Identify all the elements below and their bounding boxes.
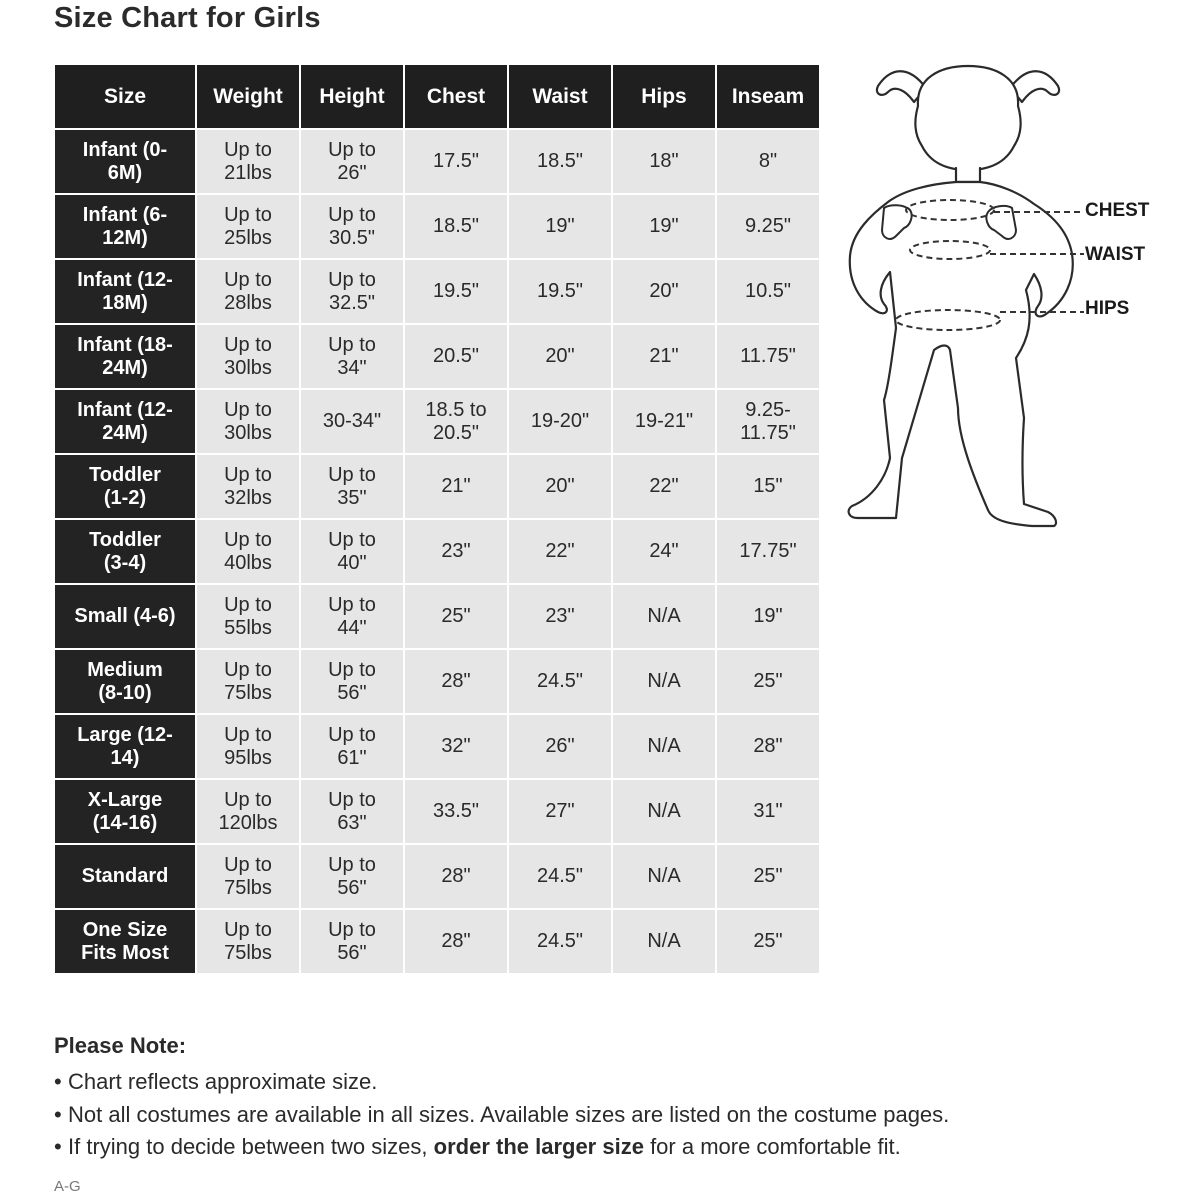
hips-cell [613, 195, 715, 258]
cell-text-line: 95lbs [224, 746, 272, 769]
cell-text-line: Up to [224, 398, 272, 421]
waist-cell [509, 195, 611, 258]
bullet-icon: • [54, 1069, 62, 1094]
note-text: Chart reflects approximate size. [68, 1069, 378, 1094]
cell-text-line: 28lbs [224, 291, 272, 314]
cell-text-line: 19-21" [634, 410, 694, 432]
chest-cell [405, 715, 507, 778]
cell-text-line: 19" [753, 605, 783, 627]
inseam-cell [717, 715, 819, 778]
cell-text-line: Up to [224, 788, 272, 811]
size-label-line: 24M) [102, 356, 148, 379]
size-label-line: 14) [110, 746, 140, 769]
cell-text-line: 20.5" [432, 345, 480, 367]
cell-text-line: 55lbs [224, 616, 272, 639]
cell-text-line: 56" [337, 876, 367, 899]
size-label-line: Medium [87, 658, 163, 681]
size-label-line: Infant (0- [82, 138, 168, 161]
cell-text-line: Up to [328, 333, 376, 356]
note-text: If trying to decide between two sizes, [68, 1134, 434, 1159]
column-header-hips: Hips [613, 65, 715, 128]
chest-cell [405, 520, 507, 583]
cell-text-line: Up to [224, 463, 272, 486]
chest-cell [405, 325, 507, 388]
inseam-cell [717, 650, 819, 713]
cell-text-line: 22" [545, 540, 575, 562]
cell-text-line: 34" [337, 356, 367, 379]
waist-cell [509, 130, 611, 193]
hips-cell [613, 910, 715, 973]
waist-cell [509, 780, 611, 843]
inseam-cell [717, 390, 819, 453]
height-cell [301, 520, 403, 583]
column-header-chest: Chest [405, 65, 507, 128]
cell-text-line: 35" [337, 486, 367, 509]
cell-text-line: 24.5" [536, 930, 584, 952]
waist-cell [509, 455, 611, 518]
size-label-line: 18M) [102, 291, 148, 314]
cell-text-line: 11.75" [740, 421, 796, 444]
weight-cell [197, 455, 299, 518]
table-row [55, 260, 819, 323]
cell-text-line: Up to [224, 528, 272, 551]
weight-cell [197, 325, 299, 388]
hips-cell [613, 325, 715, 388]
height-cell [301, 585, 403, 648]
cell-text-line: 23" [441, 540, 471, 562]
size-cell [55, 715, 195, 778]
cell-text-line: Up to [328, 723, 376, 746]
cell-text-line: 26" [337, 161, 367, 184]
size-label-line: Large (12- [77, 723, 173, 746]
height-cell [301, 390, 403, 453]
cell-text-line: 24.5" [536, 865, 584, 887]
cell-text-line: 44" [337, 616, 367, 639]
cell-text-line: Up to [224, 918, 272, 941]
cell-text-line: Up to [224, 593, 272, 616]
height-cell [301, 260, 403, 323]
cell-text-line: 25lbs [224, 226, 272, 249]
size-label-line: Infant (6- [82, 203, 168, 226]
height-cell [301, 780, 403, 843]
cell-text-line: Up to [224, 853, 272, 876]
cell-text-line: Up to [328, 918, 376, 941]
cell-text-line: 30lbs [224, 356, 272, 379]
column-header-inseam: Inseam [717, 65, 819, 128]
cell-text-line: 28" [441, 865, 471, 887]
cell-text-line: Up to [328, 203, 376, 226]
cell-text-line: 25" [441, 605, 471, 627]
size-cell [55, 260, 195, 323]
chest-cell [405, 455, 507, 518]
note-item [54, 1099, 1154, 1132]
table-row [55, 650, 819, 713]
size-cell [55, 910, 195, 973]
table-row [55, 130, 819, 193]
height-cell [301, 455, 403, 518]
table-row [55, 780, 819, 843]
size-label-line: One Size [82, 918, 168, 941]
size-label-line: 24M) [102, 421, 148, 444]
cell-text-line: Up to [328, 593, 376, 616]
chest-cell [405, 650, 507, 713]
waist-cell [509, 390, 611, 453]
weight-cell [197, 910, 299, 973]
waist-cell [509, 260, 611, 323]
column-header-waist: Waist [509, 65, 611, 128]
inseam-cell [717, 845, 819, 908]
weight-cell [197, 845, 299, 908]
table-row [55, 455, 819, 518]
table-row [55, 325, 819, 388]
bullet-icon: • [54, 1101, 62, 1127]
size-label-line: Infant (12- [77, 268, 173, 291]
weight-cell [197, 715, 299, 778]
cell-text-line: 40" [337, 551, 367, 574]
inseam-cell [717, 455, 819, 518]
inseam-cell [717, 325, 819, 388]
cell-text-line: 75lbs [224, 681, 272, 704]
size-label-line: Toddler [89, 528, 161, 551]
table-row [55, 195, 819, 258]
cell-text-line: 20" [545, 475, 575, 497]
cell-text-line: Up to [328, 853, 376, 876]
size-cell [55, 130, 195, 193]
size-label-line: X-Large [87, 788, 163, 811]
chest-cell [405, 260, 507, 323]
cell-text-line: 17.5" [432, 150, 480, 172]
height-cell [301, 325, 403, 388]
height-cell [301, 195, 403, 258]
cell-text-line: 23" [545, 605, 575, 627]
size-label-line: Infant (12- [77, 398, 173, 421]
cell-text-line: 17.75" [739, 540, 797, 562]
size-chart-table [53, 63, 821, 975]
cell-text-line: 28" [753, 735, 783, 757]
cell-text-line: 33.5" [432, 800, 480, 822]
cell-text-line: 75lbs [224, 876, 272, 899]
cell-text-line: 19.5" [536, 280, 584, 302]
cell-text-line: 15" [753, 475, 783, 497]
cell-text-line: 24.5" [536, 670, 584, 692]
cell-text-line: 26" [545, 735, 575, 757]
size-label-line: Small (4-6) [74, 605, 176, 627]
note-item [54, 1131, 1154, 1164]
weight-cell [197, 390, 299, 453]
cell-text-line: 18.5" [432, 215, 480, 237]
page-title: Size Chart for Girls [54, 2, 321, 34]
column-header-weight: Weight [197, 65, 299, 128]
size-label-line: Infant (18- [77, 333, 173, 356]
waist-label: WAIST [1085, 244, 1146, 265]
cell-text-line: 30-34" [322, 410, 382, 432]
inseam-cell [717, 585, 819, 648]
note-text: for a more comfortable fit. [643, 1134, 901, 1159]
cell-text-line: 75lbs [224, 941, 272, 964]
cell-text-line: 18.5 to [425, 398, 487, 421]
footer-code: A-G [54, 1178, 81, 1195]
cell-text-line: 28" [441, 670, 471, 692]
size-label-line: (3-4) [103, 551, 147, 574]
cell-text-line: 27" [545, 800, 575, 822]
cell-text-line: Up to [328, 463, 376, 486]
waist-cell [509, 845, 611, 908]
chest-cell [405, 585, 507, 648]
cell-text-line: 25" [753, 670, 783, 692]
hips-cell [613, 650, 715, 713]
size-cell [55, 845, 195, 908]
size-cell [55, 325, 195, 388]
hips-cell [613, 715, 715, 778]
notes-section [54, 1032, 1154, 1164]
cell-text-line: Up to [328, 788, 376, 811]
inseam-cell [717, 260, 819, 323]
hips-cell [613, 845, 715, 908]
table-row [55, 910, 819, 973]
inseam-cell [717, 780, 819, 843]
cell-text-line: 21" [441, 475, 471, 497]
size-label-line: 6M) [107, 161, 143, 184]
cell-text-line: 56" [337, 941, 367, 964]
cell-text-line: N/A [647, 800, 681, 822]
waist-cell [509, 585, 611, 648]
cell-text-line: 22" [649, 475, 679, 497]
cell-text-line: 28" [441, 930, 471, 952]
cell-text-line: 9.25" [744, 215, 792, 237]
cell-text-line: 120lbs [218, 811, 278, 834]
chest-cell [405, 390, 507, 453]
chest-cell [405, 910, 507, 973]
cell-text-line: 32" [441, 735, 471, 757]
weight-cell [197, 585, 299, 648]
table-row [55, 845, 819, 908]
hips-label: HIPS [1085, 298, 1130, 319]
cell-text-line: Up to [328, 528, 376, 551]
notes-list [54, 1066, 1154, 1164]
table-header-row [55, 65, 819, 128]
note-text: Not all costumes are available in all sizes. Available sizes are listed on the costume pages. [68, 1101, 950, 1127]
hips-cell [613, 260, 715, 323]
cell-text-line: 31" [753, 800, 783, 822]
cell-text-line: Up to [224, 723, 272, 746]
cell-text-line: 25" [753, 865, 783, 887]
cell-text-line: Up to [328, 268, 376, 291]
cell-text-line: 24" [649, 540, 679, 562]
weight-cell [197, 780, 299, 843]
cell-text-line: 9.25- [745, 398, 791, 421]
cell-text-line: 10.5" [744, 280, 792, 302]
weight-cell [197, 520, 299, 583]
cell-text-line: N/A [647, 735, 681, 757]
size-cell [55, 780, 195, 843]
cell-text-line: 18" [649, 150, 679, 172]
weight-cell [197, 650, 299, 713]
cell-text-line: 8" [758, 150, 778, 172]
size-label-line: (8-10) [98, 681, 152, 704]
hips-cell [613, 455, 715, 518]
inseam-cell [717, 130, 819, 193]
hips-cell [613, 780, 715, 843]
size-cell [55, 650, 195, 713]
weight-cell [197, 260, 299, 323]
cell-text-line: 40lbs [224, 551, 272, 574]
size-cell [55, 520, 195, 583]
height-cell [301, 910, 403, 973]
cell-text-line: N/A [647, 670, 681, 692]
weight-cell [197, 130, 299, 193]
cell-text-line: N/A [647, 605, 681, 627]
size-cell [55, 455, 195, 518]
column-header-size: Size [55, 65, 195, 128]
size-label-line: (1-2) [103, 486, 147, 509]
cell-text-line: 20" [649, 280, 679, 302]
inseam-cell [717, 195, 819, 258]
size-label-line: Toddler [89, 463, 161, 486]
size-cell [55, 390, 195, 453]
hips-cell [613, 520, 715, 583]
cell-text-line: 30lbs [224, 421, 272, 444]
cell-text-line: 19-20" [530, 410, 590, 432]
cell-text-line: 20" [545, 345, 575, 367]
chest-cell [405, 845, 507, 908]
notes-heading: Please Note: [54, 1033, 187, 1058]
height-cell [301, 650, 403, 713]
cell-text-line: 61" [337, 746, 367, 769]
chest-label: CHEST [1085, 200, 1150, 221]
size-cell [55, 195, 195, 258]
cell-text-line: 19" [649, 215, 679, 237]
cell-text-line: Up to [328, 138, 376, 161]
cell-text-line: Up to [224, 333, 272, 356]
cell-text-line: Up to [224, 268, 272, 291]
hips-cell [613, 390, 715, 453]
table-row [55, 520, 819, 583]
hips-cell [613, 130, 715, 193]
cell-text-line: 19.5" [432, 280, 480, 302]
waist-cell [509, 325, 611, 388]
cell-text-line: 20.5" [432, 421, 480, 444]
size-label-line: (14-16) [92, 811, 158, 834]
cell-text-line: N/A [647, 865, 681, 887]
cell-text-line: 32.5" [328, 291, 376, 314]
waist-cell [509, 650, 611, 713]
size-label-line: Standard [81, 865, 169, 887]
cell-text-line: 21" [649, 345, 679, 367]
cell-text-line: 11.75" [740, 345, 796, 367]
chest-cell [405, 780, 507, 843]
cell-text-line: 32lbs [224, 486, 272, 509]
measurement-figure [838, 58, 1158, 548]
size-cell [55, 585, 195, 648]
column-header-height: Height [301, 65, 403, 128]
cell-text-line: 19" [545, 215, 575, 237]
cell-text-line: Up to [224, 203, 272, 226]
waist-cell [509, 715, 611, 778]
height-cell [301, 130, 403, 193]
chest-cell [405, 195, 507, 258]
cell-text-line: Up to [224, 138, 272, 161]
table-row [55, 585, 819, 648]
bullet-icon: • [54, 1134, 62, 1159]
cell-text-line: 18.5" [536, 150, 584, 172]
size-label-line: 12M) [102, 226, 148, 249]
table-body [55, 130, 819, 973]
cell-text-line: 30.5" [328, 226, 376, 249]
cell-text-line: Up to [328, 658, 376, 681]
waist-cell [509, 910, 611, 973]
table-row [55, 715, 819, 778]
cell-text-line: 56" [337, 681, 367, 704]
chest-cell [405, 130, 507, 193]
height-cell [301, 845, 403, 908]
inseam-cell [717, 520, 819, 583]
height-cell [301, 715, 403, 778]
note-emphasis: order the larger size [433, 1134, 644, 1159]
cell-text-line: 25" [753, 930, 783, 952]
size-label-line: Fits Most [81, 941, 169, 964]
hips-cell [613, 585, 715, 648]
cell-text-line: N/A [647, 930, 681, 952]
cell-text-line: 21lbs [224, 161, 272, 184]
inseam-cell [717, 910, 819, 973]
cell-text-line: Up to [224, 658, 272, 681]
cell-text-line: 63" [337, 811, 367, 834]
table-row [55, 390, 819, 453]
waist-cell [509, 520, 611, 583]
weight-cell [197, 195, 299, 258]
note-item [54, 1066, 1154, 1099]
